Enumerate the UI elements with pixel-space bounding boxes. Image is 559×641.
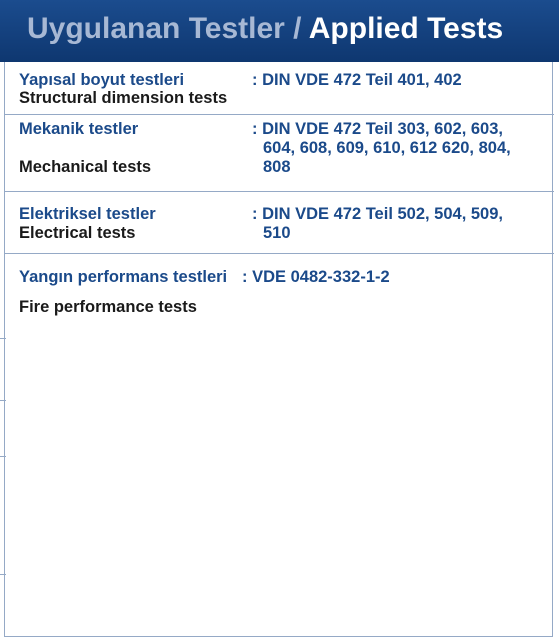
test-standard <box>242 268 532 287</box>
test-standard <box>252 120 542 177</box>
test-label-tr: Mekanik testler <box>19 120 139 138</box>
test-label-tr: Yapısal boyut testleri <box>19 71 185 89</box>
test-row-mechanical <box>5 115 554 192</box>
test-label-en: Fire performance tests <box>19 298 197 316</box>
test-label-en: Mechanical tests <box>19 158 152 176</box>
test-standard <box>252 205 542 243</box>
standard-line: 510 <box>263 224 291 242</box>
test-standard <box>252 71 542 90</box>
standard-line: : VDE 0482-332-1-2 <box>242 268 390 286</box>
edge-tick <box>0 574 6 575</box>
test-row-electrical <box>5 192 554 254</box>
test-label-tr: Elektriksel testler <box>19 205 156 223</box>
test-row-fire <box>5 254 554 634</box>
title-separator: / <box>284 12 309 45</box>
standard-line: : DIN VDE 472 Teil 401, 402 <box>252 71 462 89</box>
edge-tick <box>0 400 6 401</box>
standard-line: 604, 608, 609, 610, 612 620, 804, <box>263 139 511 157</box>
tests-panel <box>4 62 553 637</box>
standard-line: 808 <box>263 158 291 176</box>
page-title <box>27 12 503 46</box>
header-banner <box>0 0 559 62</box>
test-label-en: Electrical tests <box>19 224 136 242</box>
standard-line: : DIN VDE 472 Teil 303, 602, 603, <box>252 120 503 138</box>
standard-line: : DIN VDE 472 Teil 502, 504, 509, <box>252 205 503 223</box>
test-label-en: Structural dimension tests <box>19 89 228 107</box>
edge-tick <box>0 338 6 339</box>
edge-tick <box>0 456 6 457</box>
title-turkish: Uygulanan Testler <box>27 12 285 45</box>
title-english: Applied Tests <box>308 12 504 45</box>
test-label-tr: Yangın performans testleri <box>19 268 228 286</box>
test-row-structural <box>5 62 554 115</box>
